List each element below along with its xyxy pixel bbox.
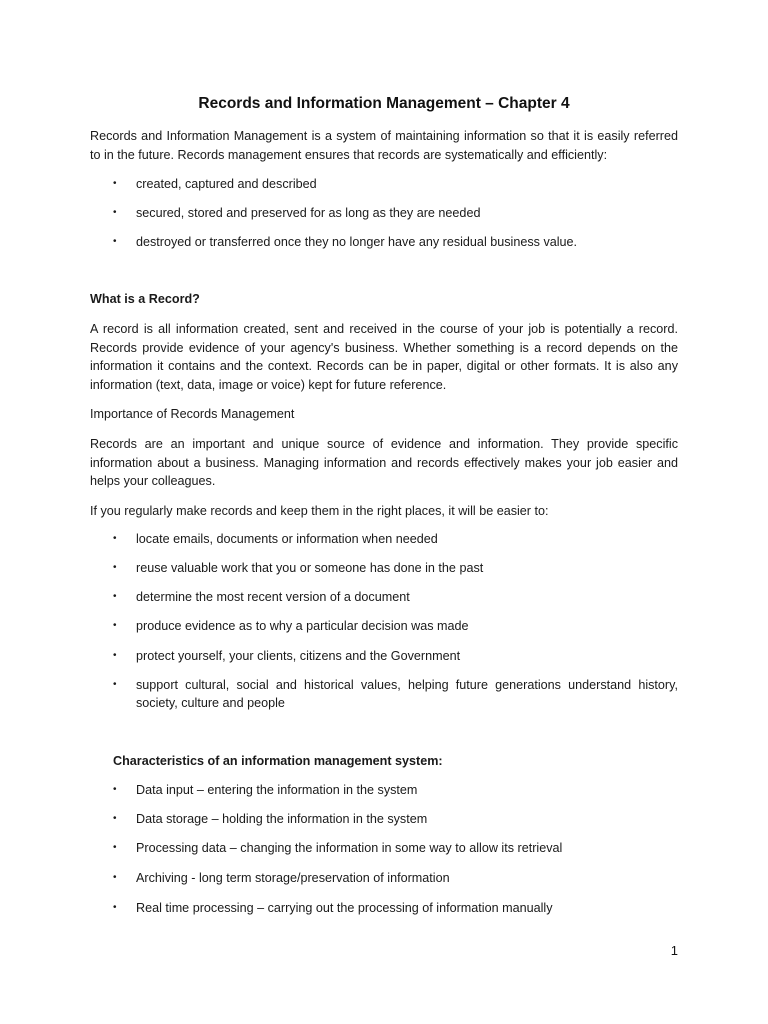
list-item: • secured, stored and preserved for as long as they are needed — [113, 206, 481, 220]
section-heading-record: What is a Record? — [90, 292, 200, 306]
intro-paragraph: Records and Information Management is a system of maintaining information so that it is easily referred to in the future. Records management ensures that records are systematically and efficiently: — [90, 129, 678, 162]
page-title: Records and Information Management – Chapter 4 — [198, 95, 570, 112]
list-item: • support cultural, social and historical values, helping future generations understand history, society, culture and people — [113, 678, 678, 710]
page-number: 1 — [670, 943, 678, 958]
list-item: • Archiving - long term storage/preservation of information — [113, 871, 450, 885]
bullet-icon: • — [113, 679, 117, 690]
bullet-icon: • — [113, 813, 117, 824]
bullet-icon: • — [113, 784, 117, 795]
easier-paragraph: If you regularly make records and keep them in the right places, it will be easier to: — [90, 504, 549, 518]
bullet-icon: • — [113, 902, 117, 913]
list-item: • Processing data – changing the information in some way to allow its retrieval — [113, 841, 563, 855]
bullet-icon: • — [113, 620, 117, 631]
bullet-icon: • — [113, 562, 117, 573]
bullet-icon: • — [113, 872, 117, 883]
list-item: • locate emails, documents or information when needed — [113, 532, 438, 546]
record-paragraph: A record is all information created, sent and received in the course of your job is potentially a record. Records provide evidence of your agency's business. Whether something is a record depends on the information it contains and the context. Records can be in paper, digital or other formats. It is also any information (text, data, image or voice) kept for future reference. — [90, 322, 678, 392]
bullet-icon: • — [113, 533, 117, 544]
list-item: • protect yourself, your clients, citizens and the Government — [113, 649, 461, 663]
list-item: • created, captured and described — [113, 177, 317, 191]
list-item: • determine the most recent version of a document — [113, 590, 410, 604]
list-item: • Real time processing – carrying out the processing of information manually — [113, 901, 553, 915]
bullet-icon: • — [113, 650, 117, 661]
bullet-icon: • — [113, 207, 117, 218]
list-item: • Data storage – holding the information in the system — [113, 812, 428, 826]
importance-paragraph: Records are an important and unique source of evidence and information. They provide specific information about a business. Managing information and records effectively makes your job easier and helps your colleagues. — [90, 437, 678, 488]
bullet-icon: • — [113, 591, 117, 602]
list-item: • reuse valuable work that you or someone has done in the past — [113, 561, 484, 575]
list-item: • destroyed or transferred once they no longer have any residual business value. — [113, 235, 578, 249]
list-item: • Data input – entering the information in the system — [113, 783, 418, 797]
section-heading-importance: Importance of Records Management — [90, 407, 295, 421]
list-item: • produce evidence as to why a particular decision was made — [113, 619, 469, 633]
bullet-icon: • — [113, 842, 117, 853]
bullet-icon: • — [113, 178, 117, 189]
section-heading-characteristics: Characteristics of an information management system: — [113, 754, 443, 768]
bullet-icon: • — [113, 236, 117, 247]
